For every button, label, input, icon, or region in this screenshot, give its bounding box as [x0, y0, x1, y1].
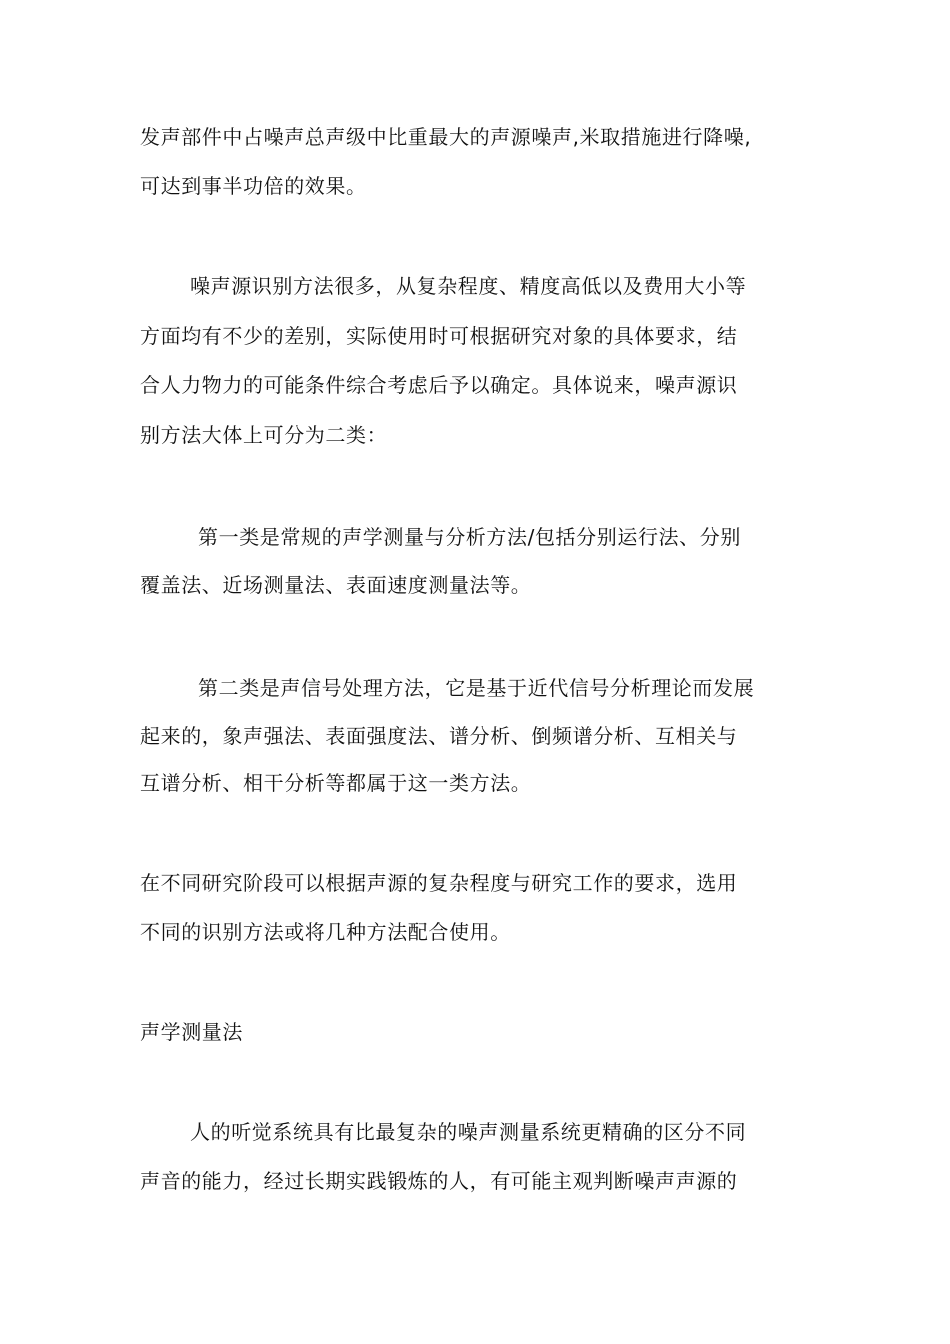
paragraph-1-line-2: 可达到事半功倍的效果。 — [140, 174, 367, 198]
paragraph-4-line-1: 第二类是声信号处理方法，它是基于近代信号分析理论而发展 — [198, 676, 755, 700]
paragraph-2-line-4: 别方法大体上可分为二类： — [140, 423, 388, 447]
paragraph-1-line-1: 发声部件中占噪声总声级中比重最大的声源噪声,米取措施进行降噪, — [140, 125, 752, 149]
paragraph-3-line-1: 第一类是常规的声学测量与分析方法/包括分别运行法、分别 — [198, 525, 741, 549]
paragraph-5-line-2: 不同的识别方法或将几种方法配合使用。 — [140, 920, 511, 944]
section-heading: 声学测量法 — [140, 1020, 243, 1044]
paragraph-2-line-3: 合人力物力的可能条件综合考虑后予以确定。具体说来，噪声源识 — [140, 373, 738, 397]
paragraph-3-line-2: 覆盖法、近场测量法、表面速度测量法等。 — [140, 573, 532, 597]
paragraph-7-line-2: 声音的能力，经过长期实践锻炼的人，有可能主观判断噪声声源的 — [140, 1169, 738, 1193]
paragraph-2-line-1: 噪声源识别方法很多，从复杂程度、精度高低以及费用大小等 — [190, 274, 747, 298]
paragraph-2-line-2: 方面均有不少的差别，实际使用时可根据研究对象的具体要求，结 — [140, 324, 738, 348]
paragraph-7-line-1: 人的听觉系统具有比最复杂的噪声测量系统更精确的区分不同 — [190, 1120, 747, 1144]
paragraph-4-line-2: 起来的，象声强法、表面强度法、谱分析、倒频谱分析、互相关与 — [140, 724, 738, 748]
paragraph-4-line-3: 互谱分析、相干分析等都属于这一类方法。 — [140, 771, 532, 795]
paragraph-5-line-1: 在不同研究阶段可以根据声源的复杂程度与研究工作的要求，选用 — [140, 871, 738, 895]
